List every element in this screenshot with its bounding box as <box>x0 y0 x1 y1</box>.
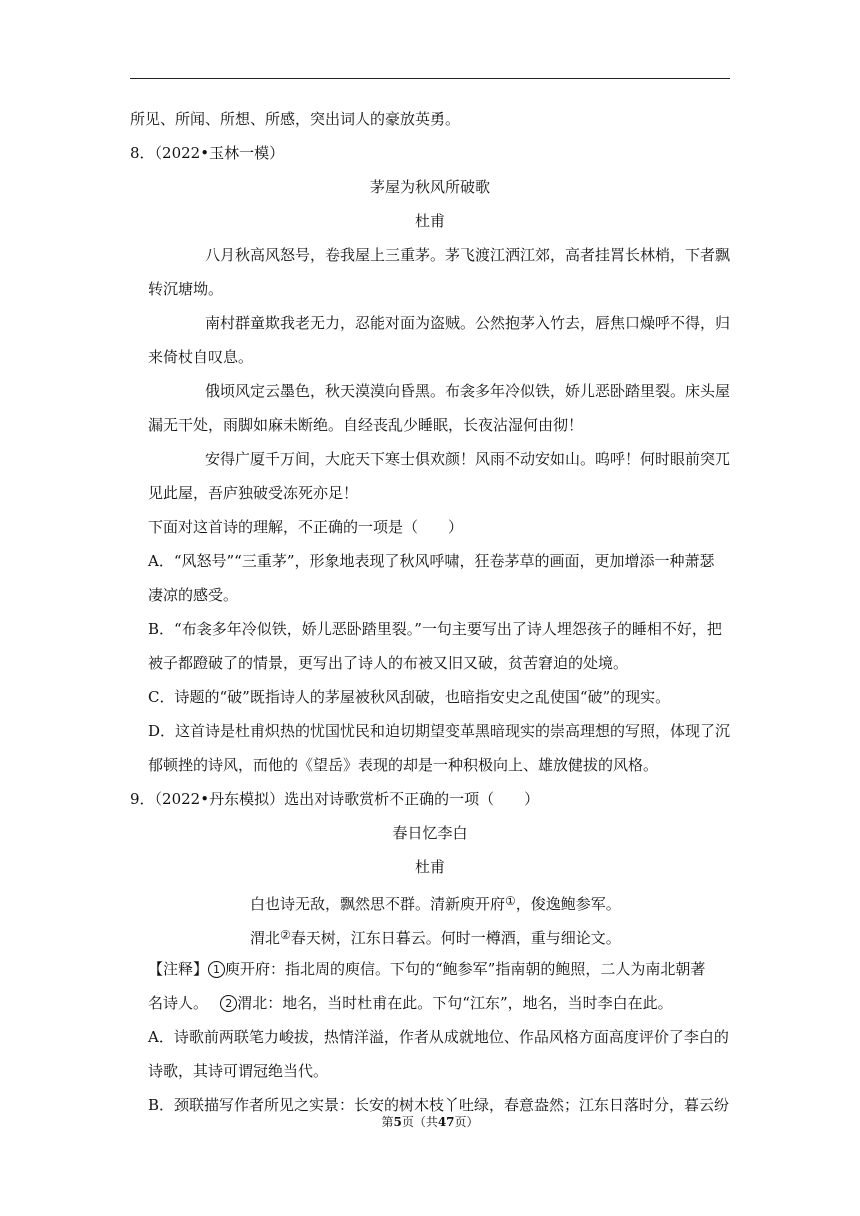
question-9-header: 9．（2022•丹东模拟）选出对诗歌赏析不正确的一项（ ） <box>130 790 540 808</box>
q8-option-b-line2: 被子都蹬破了的情景，更写出了诗人的布被又旧又破，贫苦窘迫的处境。 <box>148 654 629 672</box>
q8-option-d-line2: 郁顿挫的诗风，而他的《望岳》表现的却是一种积极向上、雄放健拔的风格。 <box>148 756 659 774</box>
annotation-marker-1: 1 <box>208 961 225 978</box>
poem-q8-stanza1-line1: 八月秋高风怒号，卷我屋上三重茅。茅飞渡江洒江郊，高者挂罥长林梢，下者飘 <box>205 246 731 264</box>
q9-option-a-line2: 诗歌，其诗可谓冠绝当代。 <box>148 1062 329 1080</box>
annotation-line2 <box>130 986 730 1020</box>
poem-q8-stanza4-line2: 见此屋，吾庐独破受冻死亦足！ <box>148 484 359 502</box>
annotation-label: 【注释】 <box>148 960 209 978</box>
footer-prefix: 第 <box>381 1115 394 1129</box>
poem-title-q9: 春日忆李白 <box>392 824 468 842</box>
poem-author-q8: 杜甫 <box>414 212 445 230</box>
poem-q9-line2-text-a: 渭北 <box>250 929 281 947</box>
q9-option-b-line1: B．颈联描写作者所见之实景：长安的树木枝丫吐绿，春意盎然；江东日落时分，暮云纷 <box>148 1096 730 1114</box>
footer-page-number: 5 <box>393 1115 402 1129</box>
poem-q9-line1-text-b: ，俊逸鲍参军。 <box>515 895 621 913</box>
poem-q9-line1-text-a: 白也诗无敌，飘然思不群。清新庾开府 <box>250 895 506 913</box>
q8-option-a-line1: A．“风怒号”“三重茅”，形象地表现了秋风呼啸，狂卷茅草的画面，更加增添一种萧瑟 <box>148 552 715 570</box>
poem-q8-stanza2-line1: 南村群童欺我老无力，忍能对面为盗贼。公然抱茅入竹去，唇焦口燥呼不得，归 <box>205 314 731 332</box>
previous-answer-tail: 所见、所闻、所想、所感，突出词人的豪放英勇。 <box>130 110 461 128</box>
poem-q9-line2-text-b: 春天树，江东日暮云。何时一樽酒，重与细论文。 <box>290 929 621 947</box>
annotation-1-text: 庾开府：指北周的庾信。下句的“鲍参军”指南朝的鲍照，二人为南北朝著 <box>225 960 706 978</box>
footnote-marker-1: ① <box>505 894 516 908</box>
footer-middle: 页（共 <box>401 1115 438 1129</box>
q8-option-c: C．诗题的“破”既指诗人的茅屋被秋风刮破，也暗指安史之乱使国“破”的现实。 <box>148 688 671 706</box>
annotation-2-text: 渭北：地名，当时杜甫在此。下句“江东”，地名，当时李白在此。 <box>237 994 673 1012</box>
poem-q8-stanza2-line2: 来倚杖自叹息。 <box>148 348 254 366</box>
header-rule <box>130 78 730 79</box>
question-8-stem: 下面对这首诗的理解，不正确的一项是（ ） <box>148 518 464 536</box>
poem-title-q8: 茅屋为秋风所破歌 <box>369 178 490 196</box>
annotation-line1 <box>130 952 730 986</box>
page-footer <box>0 1114 860 1130</box>
footer-suffix: 页） <box>454 1115 479 1129</box>
poem-q8-stanza3-line1: 俄顷风定云墨色，秋天漠漠向昏黑。布衾多年冷似铁，娇儿恶卧踏里裂。床头屋 <box>205 382 731 400</box>
q8-option-b-line1: B．“布衾多年冷似铁，娇儿恶卧踏里裂。”一句主要写出了诗人埋怨孩子的睡相不好，把 <box>148 620 722 638</box>
annotation-marker-2: 2 <box>220 995 237 1012</box>
poem-q8-stanza4-line1: 安得广厦千万间，大庇天下寒士俱欢颜！风雨不动安如山。呜呼！何时眼前突兀 <box>205 450 731 468</box>
poem-q8-stanza3-line2: 漏无干处，雨脚如麻未断绝。自经丧乱少睡眠，长夜沾湿何由彻！ <box>148 416 584 434</box>
page-content <box>130 102 730 1122</box>
footnote-marker-2: ② <box>280 928 291 942</box>
poem-q8-stanza1-line2: 转沉塘坳。 <box>148 280 224 298</box>
q8-option-d-line1: D．这首诗是杜甫炽热的忧国忧民和迫切期望变革黑暗现实的崇高理想的写照，体现了沉 <box>148 722 731 740</box>
annotation-1-continuation: 名诗人。 <box>148 994 201 1012</box>
q9-option-a-line1: A．诗歌前两联笔力峻拔，热情洋溢，作者从成就地位、作品风格方面高度评价了李白的 <box>148 1028 729 1046</box>
poem-q9-line1 <box>130 884 730 918</box>
poem-author-q9: 杜甫 <box>414 858 445 876</box>
q8-option-a-line2: 凄凉的感受。 <box>148 586 239 604</box>
footer-total-pages: 47 <box>437 1115 455 1129</box>
poem-q9-line2 <box>130 918 730 952</box>
question-8-header: 8．（2022•玉林一模） <box>130 144 285 162</box>
